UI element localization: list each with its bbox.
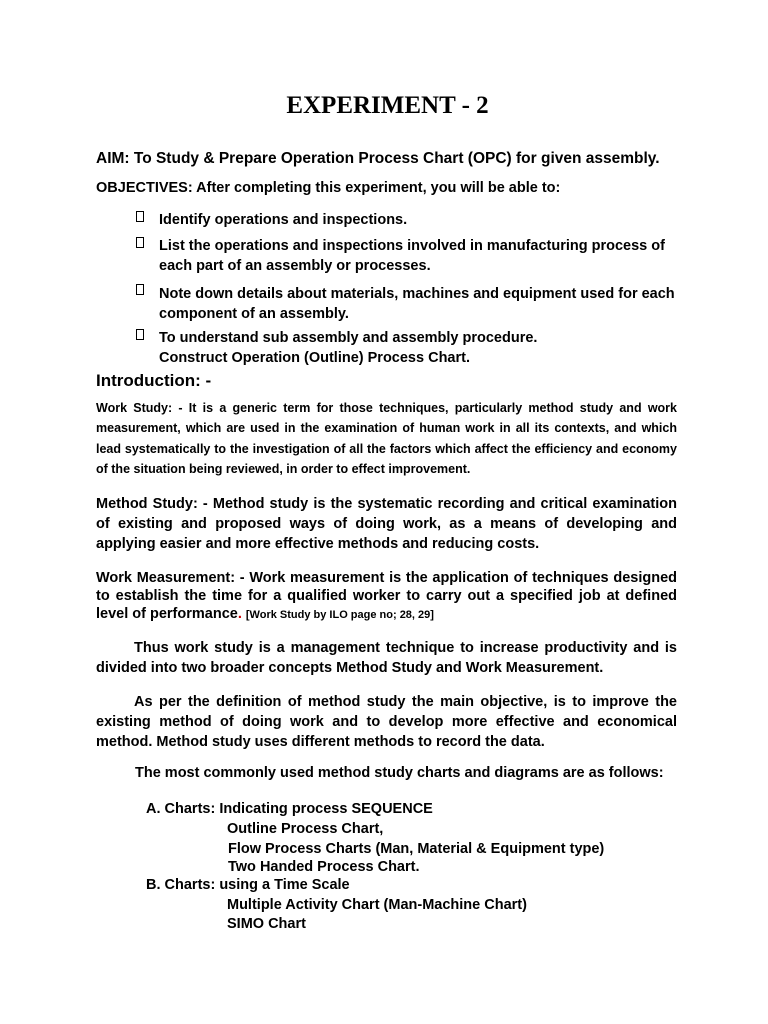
objective-item: Identify operations and inspections. xyxy=(159,212,408,228)
introduction-heading: Introduction: - xyxy=(96,371,212,390)
work-measurement-paragraph xyxy=(96,569,677,624)
work-study-paragraph: Work Study: - It is a generic term for those techniques, particularly method study and work measurement, which are used in the examination of human work in all its contexts, and which lead systematically to the investigation of all the factors which affect the efficiency and economy of the situation being reviewed, in order to effect improvement. xyxy=(96,401,677,476)
page-title: EXPERIMENT - 2 xyxy=(286,92,489,119)
objective-item: To understand sub assembly and assembly procedure. xyxy=(159,330,538,346)
thus-paragraph-text: Thus work study is a management technique to increase productivity and is divided into two broader concepts Method Study and Work Measurement. xyxy=(96,640,677,676)
chart-list-item: Two Handed Process Chart. xyxy=(228,859,420,875)
chart-list-item: SIMO Chart xyxy=(227,916,306,932)
objective-item-extra: Construct Operation (Outline) Process Chart. xyxy=(159,350,470,366)
chart-list-item: Flow Process Charts (Man, Material & Equipment type) xyxy=(228,841,605,857)
thus-paragraph xyxy=(96,638,677,678)
bullet-box-icon xyxy=(136,237,144,248)
bullet-box-icon xyxy=(136,284,144,295)
bullet-box-icon xyxy=(136,329,144,340)
method-study-paragraph: Method Study: - Method study is the systematic recording and critical examination of existing and proposed ways of doing work, as a means of developing and applying easier and more effective methods and reducing costs. xyxy=(96,496,677,552)
common-charts-intro: The most commonly used method study charts and diagrams are as follows: xyxy=(135,765,664,781)
chart-list-item: Multiple Activity Chart (Man-Machine Chart) xyxy=(227,897,527,913)
work-measurement-text: Work Measurement: - Work measurement is the application of techniques designed to establish the time for a qualified worker to carry out a specified job at defined level of performance xyxy=(96,570,677,622)
bullet-box-icon xyxy=(136,211,144,222)
chart-list-item: Outline Process Chart, xyxy=(227,821,384,837)
as-per-paragraph-text: As per the definition of method study the main objective, is to improve the existing method of doing work and to develop more effective and economical method. Method study uses different methods to record the data. xyxy=(96,694,677,750)
objectives-heading: OBJECTIVES: After completing this experiment, you will be able to: xyxy=(96,180,561,196)
citation-reference: [Work Study by ILO page no; 28, 29] xyxy=(245,609,434,621)
chart-group-heading: A. Charts: Indicating process SEQUENCE xyxy=(146,801,433,817)
objective-item: Note down details about materials, machines and equipment used for each component of an assembly. xyxy=(159,286,675,322)
as-per-paragraph xyxy=(96,692,677,752)
objective-item: List the operations and inspections involved in manufacturing process of each part of an assembly or processes. xyxy=(159,238,665,274)
aim-statement: AIM: To Study & Prepare Operation Process Chart (OPC) for given assembly. xyxy=(96,150,660,167)
chart-group-heading: B. Charts: using a Time Scale xyxy=(146,877,350,893)
work-measurement-dot: . xyxy=(237,606,242,622)
